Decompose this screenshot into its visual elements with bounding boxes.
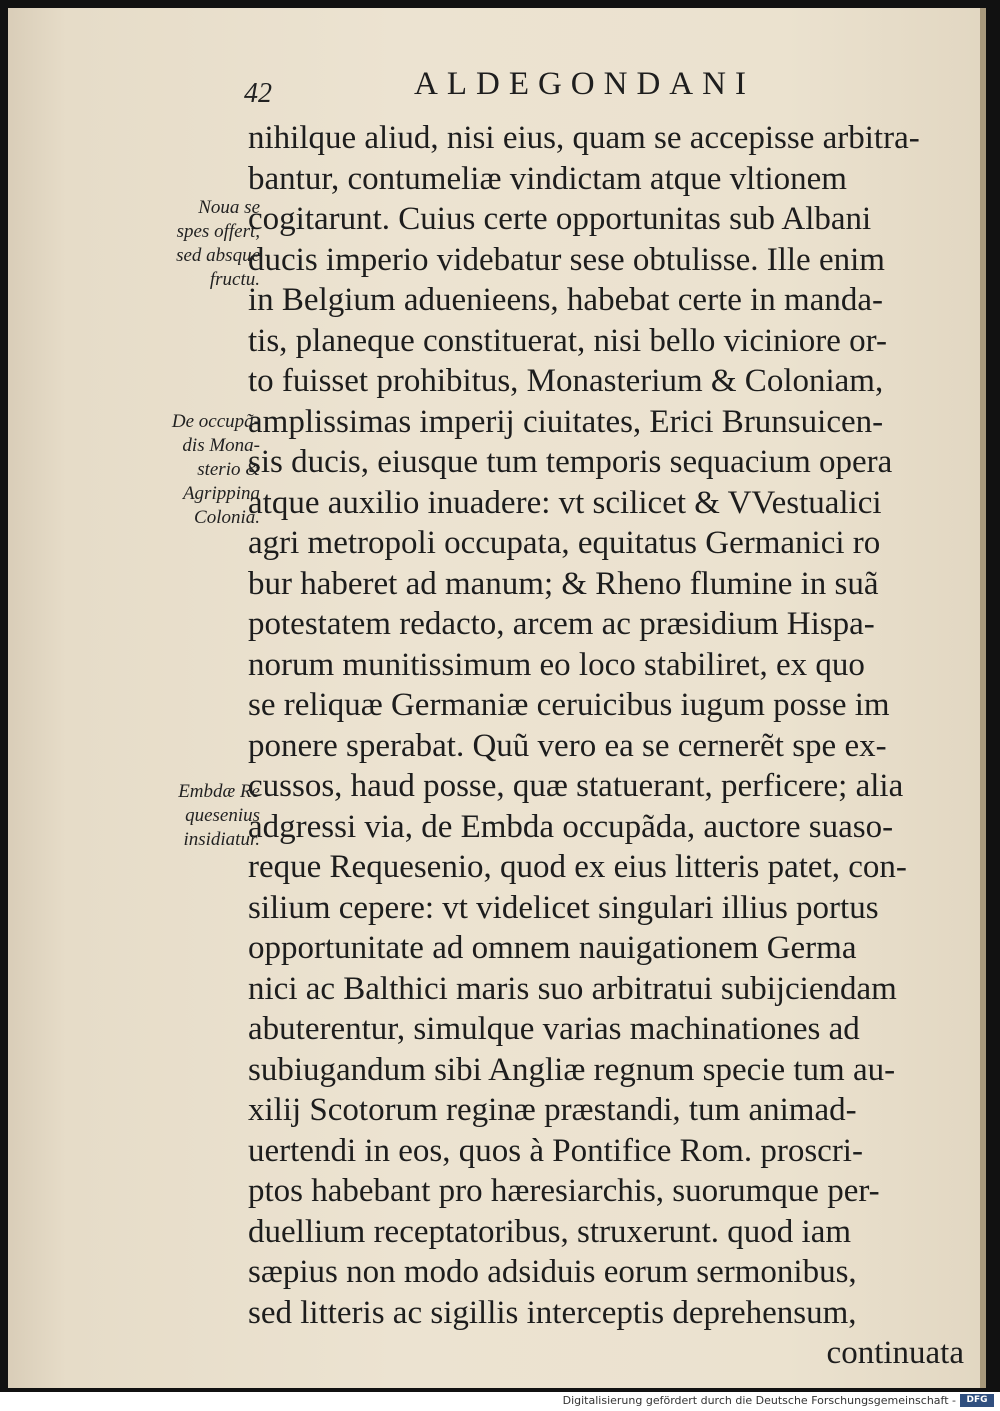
footer-credit: Digitalisierung gefördert durch die Deutsche Forschungsgemeinschaft -	[562, 1394, 956, 1407]
text-line: nihilque aliud, nisi eius, quam se accepisse arbitra-	[248, 120, 920, 156]
text-line: se reliquæ Germaniæ ceruicibus iugum posse im	[248, 687, 890, 723]
text-line: norum munitissimum eo loco stabiliret, ex quo	[248, 646, 865, 683]
text-line: bantur, contumeliæ vindictam atque vltionem	[248, 160, 847, 197]
text-line: duellium receptatoribus, struxerunt. quod iam	[248, 1213, 852, 1250]
body-text	[248, 118, 968, 1374]
text-line: amplissimas imperij ciuitates, Erici Brunsuicen-	[248, 403, 884, 440]
text-line: silium cepere: vt videlicet singulari illius portus	[248, 889, 879, 926]
text-line: atque auxilio inuadere: vt scilicet & VVestualici	[248, 484, 882, 521]
text-line: adgressi via, de Embda occupãda, auctore suaso-	[248, 808, 894, 845]
text-line: xilij Scotorum reginæ præstandi, tum animad-	[248, 1092, 857, 1128]
text-line: opportunitate ad omnem nauigationem Germa	[248, 930, 857, 966]
catchword: continuata	[826, 1335, 964, 1371]
text-line: tis, planeque constituerat, nisi bello viciniore or-	[248, 322, 888, 359]
running-head: ALDEGONDANI	[414, 66, 755, 102]
text-line: to fuisset prohibitus, Monasterium & Coloniam,	[248, 363, 884, 399]
text-line: cogitarunt. Cuius certe opportunitas sub Albani	[248, 201, 872, 237]
dfg-logo: DFG	[960, 1394, 994, 1407]
text-line: agri metropoli occupata, equitatus Germanici ro	[248, 525, 881, 561]
marginal-note: Noua se spes offert, sed absque fructu.	[176, 197, 260, 290]
text-line: ptos habebant pro hæresiarchis, suorumque per-	[248, 1173, 880, 1209]
marginal-note: Embdæ Re quesenius insidiatur.	[178, 781, 260, 850]
text-line: ponere sperabat. Quũ vero ea se cernerẽt spe ex-	[248, 727, 887, 764]
text-line: sis ducis, eiusque tum temporis sequacium opera	[248, 444, 893, 480]
text-line: reque Requesenio, quod ex eius litteris patet, con-	[248, 849, 907, 885]
page-number: 42	[244, 78, 272, 109]
text-line: sed litteris ac sigillis interceptis deprehensum,	[248, 1294, 857, 1331]
text-line: in Belgium aduenieens, habebat certe in manda-	[248, 282, 884, 318]
text-line: cussos, haud posse, quæ statuerant, perficere; alia	[248, 768, 904, 804]
text-line: bur haberet ad manum; & Rheno flumine in suã	[248, 565, 879, 602]
text-line: nici ac Balthici maris suo arbitratui subijciendam	[248, 970, 897, 1007]
text-line: sæpius non modo adsiduis eorum sermonibus,	[248, 1254, 857, 1290]
footer-bar	[0, 1392, 1000, 1411]
text-line: abuterentur, simulque varias machinationes ad	[248, 1011, 860, 1047]
text-line: ducis imperio videbatur sese obtulisse. Ille enim	[248, 241, 885, 278]
text-line: subiugandum sibi Angliæ regnum specie tum au-	[248, 1051, 896, 1088]
text-line: uertendi in eos, quos à Pontifice Rom. proscri-	[248, 1132, 863, 1169]
marginal-note: De occupã- dis Mona- sterio & Agrippina Colonia.	[171, 411, 260, 528]
text-line: potestatem redacto, arcem ac præsidium Hispa-	[248, 606, 875, 642]
